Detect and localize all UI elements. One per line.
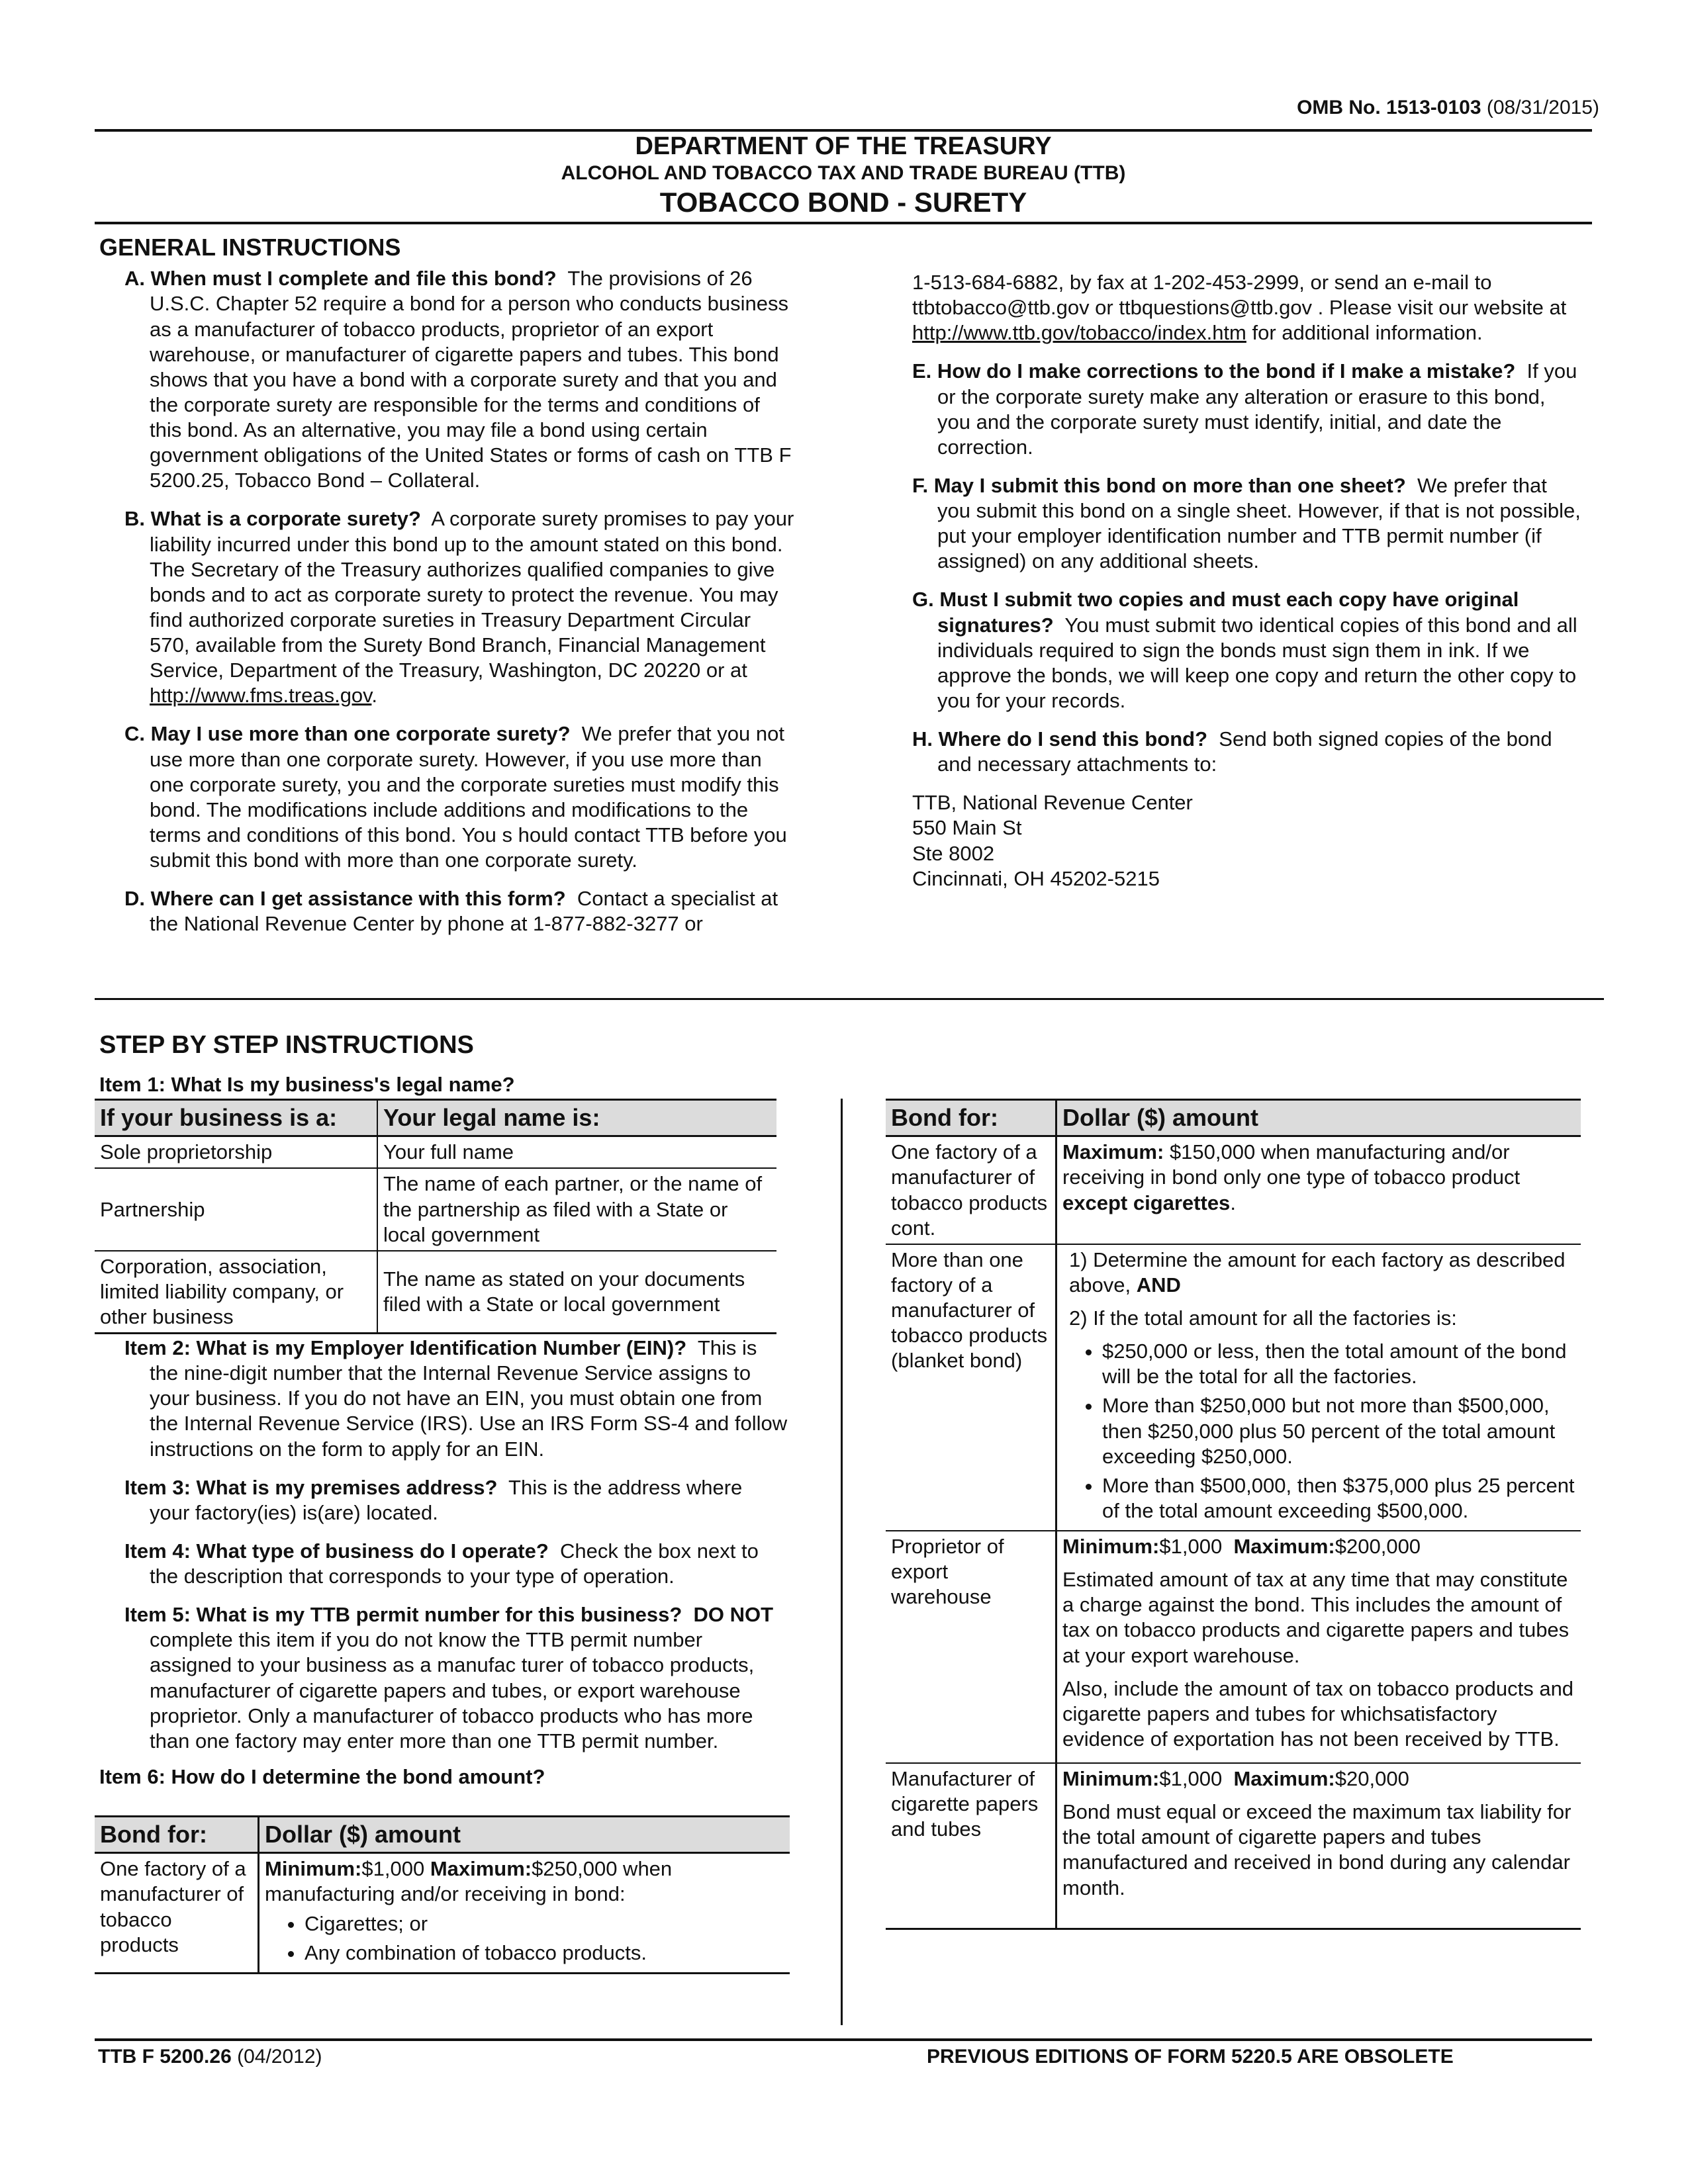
- title-rule: [95, 222, 1592, 224]
- table-row: More than one factory of a manufacturer of tobacco products (blanket bond) 1) Determine the amount for each factory as described above, AND 2) If the total amount for all the factories is: • $250,000 or less, then the total amount of the bond will be the total for all the factories. • More than $250,000 but not more than $500,000, then $250,000 plus 50 percent of the total amount exceeding $250,000. • More than $500,000, then $375,000 plus 25 percent of the total amount exceeding $500,000.: [886, 1244, 1581, 1531]
- fms-link[interactable]: http://www.fms.treas.gov: [150, 684, 372, 707]
- obsolete-notice: PREVIOUS EDITIONS OF FORM 5220.5 ARE OBSOLETE: [927, 2046, 1454, 2068]
- bond-bullets: • Cigarettes; or • Any combination of tobacco products.: [265, 1911, 784, 1966]
- ttb-tobacco-link[interactable]: http://www.ttb.gov/tobacco/index.htm: [912, 321, 1246, 345]
- table-row: One factory of a manufacturer of tobacco products Minimum:$1,000 Maximum:$250,000 when manufacturing and/or receiving in bond: • Cigarettes; or • Any combination of tobacco products.: [95, 1853, 790, 1974]
- legal-table-header-1: If your business is a:: [95, 1100, 377, 1136]
- question-g: G. Must I submit two copies and must each copy have original signatures? You must submit two identical copies of this bond and all individuals required to sign the bonds must sign them in ink. If we approve the bonds, we will keep one copy and return the other copy to you for your records.: [912, 588, 1577, 712]
- mailing-address: TTB, National Revenue Center 550 Main St Ste 8002 Cincinnati, OH 45202-5215: [912, 791, 1193, 890]
- item1-heading: Item 1: What Is my business's legal name?: [99, 1073, 515, 1096]
- bond-header-1: Bond for:: [95, 1817, 259, 1853]
- legal-name-table: [95, 1099, 776, 1334]
- blanket-bullets: • $250,000 or less, then the total amount of the bond will be the total for all the factories. • More than $250,000 but not more than $500,000, then $250,000 plus 50 percent of the total amount exceeding $250,000. • More than $500,000, then $375,000 plus 25 percent of the total amount exceeding $500,000.: [1062, 1339, 1575, 1524]
- bond-right-header-2: Dollar ($) amount: [1056, 1100, 1581, 1136]
- omb-number: OMB No. 1513-0103 (08/31/2015): [1297, 97, 1599, 118]
- item4: Item 4: What type of business do I operate? Check the box next to the description that corresponds to your type of operation.: [124, 1539, 759, 1588]
- table-row: Partnership The name of each partner, or the name of the partnership as filed with a State or local government: [95, 1168, 776, 1250]
- form-title: TOBACCO BOND - SURETY: [659, 187, 1027, 218]
- table-row: Proprietor of export warehouse Minimum:$1,000 Maximum:$200,000 Estimated amount of tax at any time that may constitute a charge against the bond. This includes the amount of tax on tobacco products and cigarette papers and tubes at your export warehouse. Also, include the amount of tax on tobacco products and cigarette papers and tubes for whichsatisfactory evidence of exportation has not been received by TTB.: [886, 1531, 1581, 1763]
- bond-table-right: [886, 1099, 1581, 1930]
- question-e: E. How do I make corrections to the bond if I make a mistake? If you or the corporate surety make any alteration or erasure to this bond, you and the corporate surety must identify, initial, and date the correction.: [912, 359, 1577, 459]
- question-h: H. Where do I send this bond? Send both signed copies of the bond and necessary attachments to:: [912, 727, 1552, 776]
- bond-right-header-1: Bond for:: [886, 1100, 1056, 1136]
- general-left-column: [99, 233, 794, 950]
- general-heading: GENERAL INSTRUCTIONS: [99, 234, 401, 261]
- bureau-heading: ALCOHOL AND TOBACCO TAX AND TRADE BUREAU (TTB): [561, 162, 1126, 184]
- form-number: TTB F 5200.26 (04/2012): [98, 2046, 322, 2068]
- table-row: One factory of a manufacturer of tobacco products cont. Maximum: $150,000 when manufacturing and/or receiving in bond only one type of tobacco product except cigarettes.: [886, 1136, 1581, 1244]
- item6-heading: Item 6: How do I determine the bond amount?: [99, 1764, 545, 1788]
- department-heading: DEPARTMENT OF THE TREASURY: [635, 132, 1052, 160]
- table-row: Corporation, association, limited liability company, or other business The name as stated on your documents filed with a State or local government: [95, 1251, 776, 1334]
- question-d: D. Where can I get assistance with this form? Contact a specialist at the National Revenue Center by phone at 1-877-882-3277 or: [124, 887, 778, 936]
- bond-header-2: Dollar ($) amount: [259, 1817, 790, 1853]
- general-right-column: [887, 270, 1582, 891]
- question-f: F. May I submit this bond on more than one sheet? We prefer that you submit this bond on a single sheet. However, if that is not possible, put your employer identification number and TTB permit number (if assigned) on any additional sheets.: [912, 473, 1581, 573]
- bond-table-left: [95, 1815, 790, 1974]
- section-rule: [95, 998, 1604, 1000]
- question-a: A. When must I complete and file this bond? The provisions of 26 U.S.C. Chapter 52 require a bond for a person who conducts business as a manufacturer of tobacco products, proprietor of an export warehouse, or manufacturer of cigarette papers and tubes. This bond shows that you have a bond with a corporate surety and that you and the corporate surety are responsible for the terms and conditions of this bond. As an alternative, you may file a bond using certain government obligations of the United States or forms of cash on TTB F 5200.25, Tobacco Bond – Collateral.: [124, 267, 792, 492]
- footer-rule: [95, 2038, 1592, 2041]
- item2: Item 2: What is my Employer Identification Number (EIN)? This is the nine-digit number that the Internal Revenue Service assigns to your business. If you do not have an EIN, you must obtain one from the Internal Revenue Service (IRS). Use an IRS Form SS-4 and follow instructions on the form to apply for an EIN.: [124, 1336, 788, 1461]
- items-2-6: [99, 1336, 788, 1790]
- steps-heading: STEP BY STEP INSTRUCTIONS: [99, 1031, 474, 1059]
- item3: Item 3: What is my premises address? This is the address where your factory(ies) is(are) located.: [124, 1475, 743, 1524]
- legal-table-header-2: Your legal name is:: [377, 1100, 776, 1136]
- table-row: Manufacturer of cigarette papers and tubes Minimum:$1,000 Maximum:$20,000 Bond must equal or exceed the maximum tax liability for the total amount of cigarette papers and tubes manufactured and received in bond during any calendar month.: [886, 1763, 1581, 1929]
- question-c: C. May I use more than one corporate surety? We prefer that you not use more than one corporate surety. However, if you use more than one corporate surety, you and the corporate sureties must modify this bond. The modifications include additions and modifications to the terms and conditions of this bond. You s hould contact TTB before you submit this bond with more than one corporate surety.: [124, 722, 787, 872]
- question-d-continued: 1-513-684-6882, by fax at 1-202-453-2999, or send an e-mail to ttbtobacco@ttb.gov or ttbquestions@ttb.gov . Please visit our website at http://www.ttb.gov/tobacco/index.htm for additional information.: [912, 271, 1567, 345]
- table-row: Sole proprietorship Your full name: [95, 1136, 776, 1169]
- item5: Item 5: What is my TTB permit number for this business? DO NOT complete this item if you do not know the TTB permit number assigned to your business as a manufac turer of tobacco products, manufacturer of cigarette papers and tubes, or export warehouse proprietor. Only a manufacturer of tobacco products who has more than one factory may enter more than one TTB permit number.: [124, 1603, 774, 1752]
- column-divider: [841, 1099, 843, 2025]
- question-b: B. What is a corporate surety? A corporate surety promises to pay your liability incurred under this bond up to the amount stated on this bond. The Secretary of the Treasury authorizes qualified companies to give bonds and to act as corporate surety to protect the revenue. You may find authorized corporate sureties in Treasury Department Circular 570, available from the Surety Bond Branch, Financial Management Service, Department of the Treasury, Washington, DC 20220 or at http://www.fms.treas.gov.: [124, 507, 794, 707]
